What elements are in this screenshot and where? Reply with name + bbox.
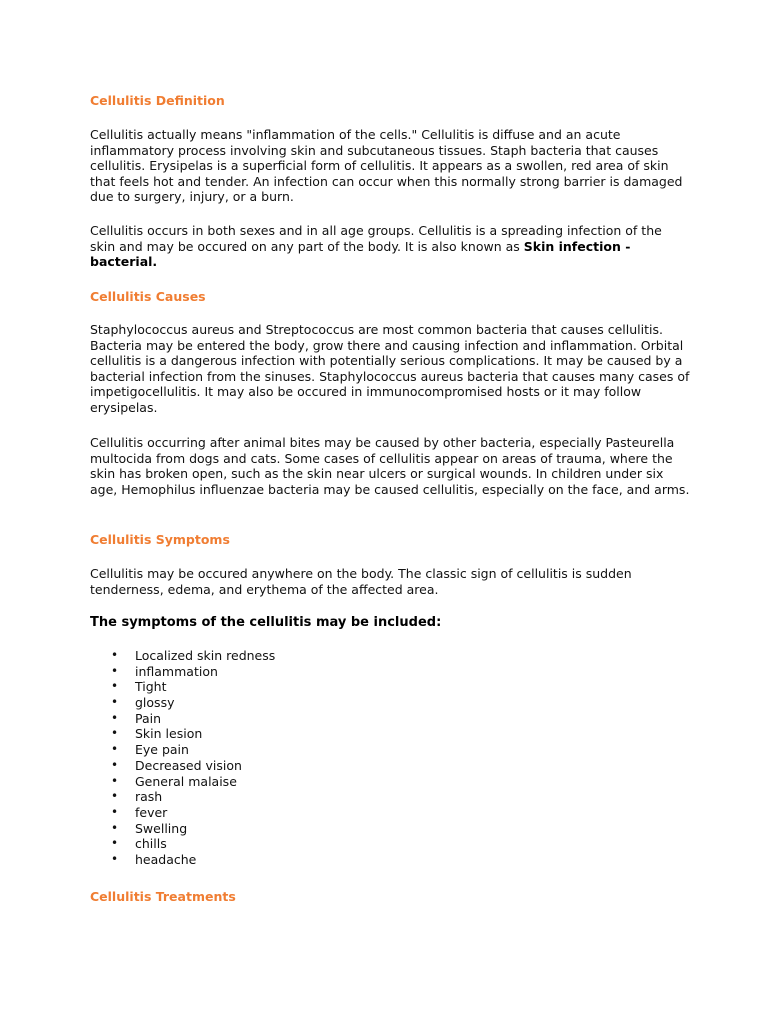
list-item: • chills bbox=[90, 836, 275, 852]
list-item: • headache bbox=[90, 852, 275, 868]
definition-paragraph-2-bold: Skin infection - bacterial. bbox=[90, 238, 631, 270]
symptoms-subheading: The symptoms of the cellulitis may be included: bbox=[90, 615, 442, 630]
list-item: • Eye pain bbox=[90, 742, 275, 758]
symptoms-heading: Cellulitis Symptoms bbox=[90, 532, 230, 547]
list-item: • General malaise bbox=[90, 774, 275, 790]
causes-heading: Cellulitis Causes bbox=[90, 289, 206, 304]
list-item: • Localized skin redness bbox=[90, 648, 275, 664]
causes-paragraph-1: Staphylococcus aureus and Streptococcus are most common bacteria that causes cellulitis. Bacteria may be entered the body, grow there and causing infection and inflammation. Orbital cellulitis is a dangerous infection with potentially serious complications. It may be caused by a bacterial infection from the sinuses. Staphylococcus aureus bacteria that causes many cases of impetigocellulitis. It may also be occured in immunocompromised hosts or it may follow erysipelas. bbox=[90, 322, 690, 415]
list-item: • rash bbox=[90, 789, 275, 805]
definition-paragraph-2-text: Cellulitis occurs in both sexes and in all age groups. Cellulitis is a spreading infection of the skin and may be occured on any part of the body. It is also known as bbox=[90, 223, 662, 254]
list-item: • Pain bbox=[90, 711, 275, 727]
definition-paragraph-1: Cellulitis actually means "inflammation of the cells." Cellulitis is diffuse and an acute inflammatory process involving skin and subcutaneous tissues. Staph bacteria that causes cellulitis. Erysipelas is a superficial form of cellulitis. It appears as a swollen, red area of skin that feels hot and tender. An infection can occur when this normally strong barrier is damaged due to surgery, injury, or a burn. bbox=[90, 127, 683, 205]
list-item: • Skin lesion bbox=[90, 726, 275, 742]
list-item: • Decreased vision bbox=[90, 758, 275, 774]
definition-paragraph-2 bbox=[90, 223, 690, 270]
list-item: • inflammation bbox=[90, 664, 275, 680]
list-item: • fever bbox=[90, 805, 275, 821]
list-item: • Swelling bbox=[90, 821, 275, 837]
definition-heading: Cellulitis Definition bbox=[90, 93, 225, 108]
symptoms-paragraph: Cellulitis may be occured anywhere on the body. The classic sign of cellulitis is sudden tenderness, edema, and erythema of the affected area. bbox=[90, 566, 632, 597]
list-item: • Tight bbox=[90, 679, 275, 695]
symptoms-list bbox=[90, 648, 275, 868]
list-item: • glossy bbox=[90, 695, 275, 711]
causes-paragraph-2: Cellulitis occurring after animal bites may be caused by other bacteria, especially Pasteurella multocida from dogs and cats. Some cases of cellulitis appear on areas of trauma, where the skin has broken open, such as the skin near ulcers or surgical wounds. In children under six age, Hemophilus influenzae bacteria may be caused cellulitis, especially on the face, and arms. bbox=[90, 435, 690, 497]
treatments-heading: Cellulitis Treatments bbox=[90, 889, 236, 904]
